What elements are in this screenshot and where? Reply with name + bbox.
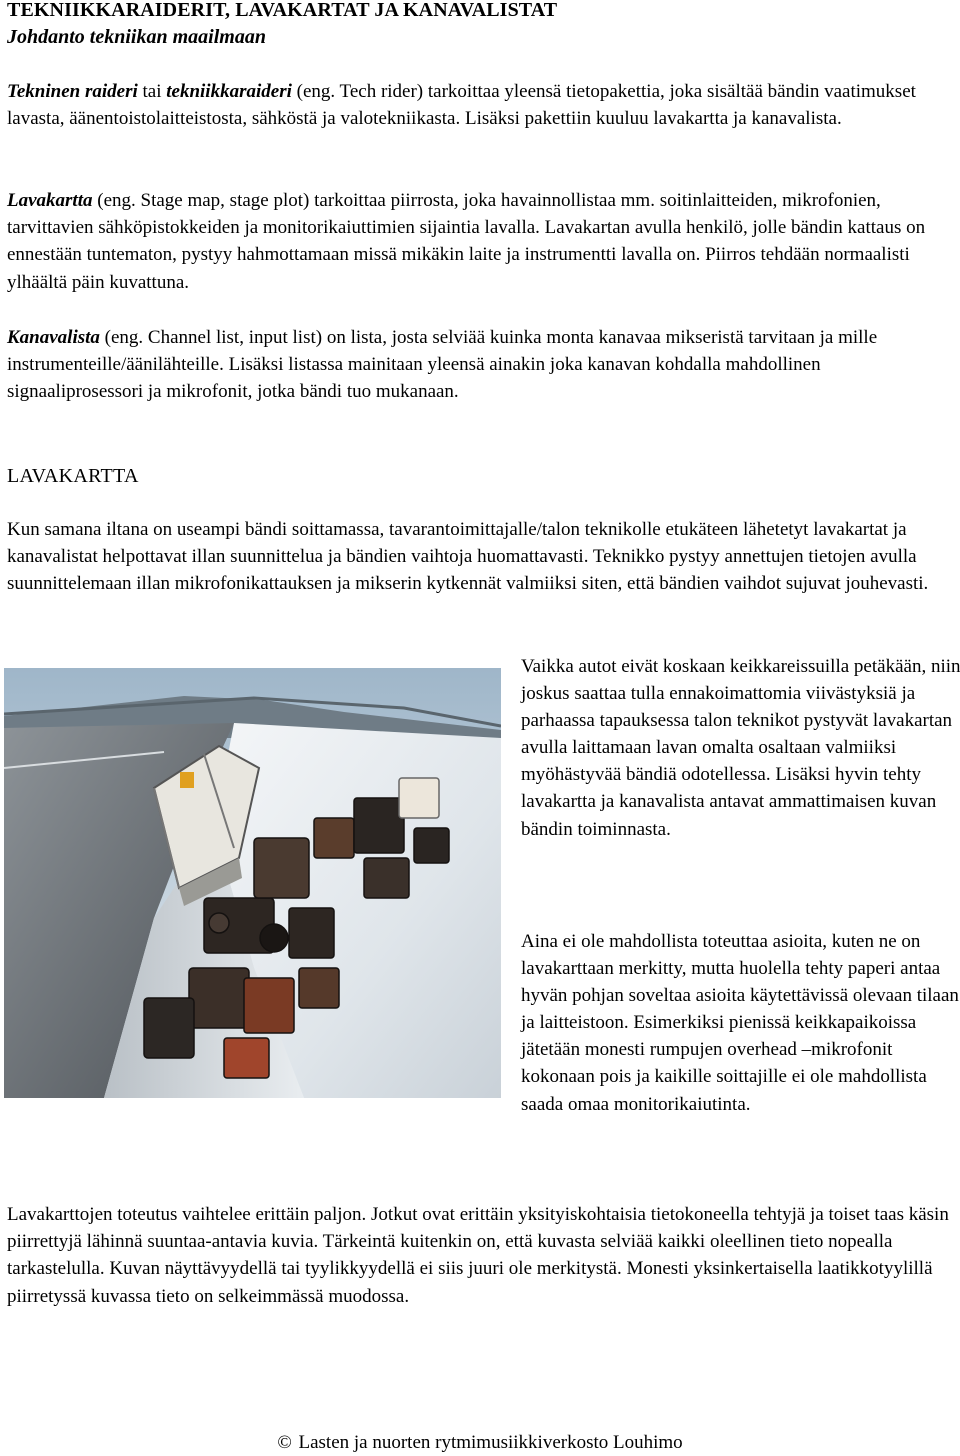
footer [0,1430,960,1456]
lavakartta-definition-text: (eng. Stage map, stage plot) tarkoittaa piirrosta, joka havainnollistaa mm. soitinlaitteiden, mikrofonien, tarvittavien sähköpistokkeiden ja monitorikaiuttimien sijaintia lavalla. Lavakartan avulla henkilö, jolle bändin kattaus on ennestään tuntematon, pystyy hahmottamaan missä mikäkin laite ja instrumentti lavalla on. Piirros tehdään normaalisti ylhäältä päin kuvattuna. [7,190,926,293]
kanavalista-definition [7,324,955,406]
side-paragraph-adaptation: Aina ei ole mahdollista toteuttaa asioita, kuten ne on lavakarttaan merkitty, mutta huolella tehty paperi antaa hyvän pohjan soveltaa asioita käytettävissä olevaan tilaan ja laitteistoon. Esimerkiksi pienissä keikkapaikoissa jätetään monesti rumpujen overhead –mikrofonit kokonaan pois ja kaikille soittajille ei ole mahdollista saada omaa monitorikaiutinta. [521,931,959,1115]
section-heading-lavakartta: LAVAKARTTA [7,465,139,487]
section-intro-paragraph: Kun samana iltana on useampi bändi soittamassa, tavarantoimittajalle/talon teknikolle etukäteen lähetetyt lavakartat ja kanavalistat helpottavat illan suunnittelua ja bändien vaihtoja huomattavasti. Teknikko pystyy annettujen tietojen avulla suunnittelemaan illan mikrofonikattauksen ja mikserin kytkennät valmiiksi siten, että bändien vaihdot sujuvat jouhevasti. [7,519,929,595]
lavakartta-definition [7,187,955,296]
footer-text: Lasten ja nuorten rytmimusiikkiverkosto Louhimo [298,1432,683,1453]
closing-paragraph: Lavakarttojen toteutus vaihtelee erittäin paljon. Jotkut ovat erittäin yksityiskohtaisia tietokoneella tehtyjä ja toiset taas käsin piirrettyjä lähinnä suuntaa-antavia kuvia. Tärkeintä kuitenkin on, että kuvasta selviää kaikki oleellinen tieto nopealla tarkastelulla. Kuvan näyttävyydellä tai tyylikkyydellä ei siis juuri ole merkitystä. Monesti yksinkertaisella laatikkotyylillä piirretyssä kuvassa tieto on selkeimmässä muodossa. [7,1204,949,1307]
term-tekninen-raideri: Tekninen raideri [7,81,138,102]
document-title: TEKNIIKKARAIDERIT, LAVAKARTAT JA KANAVALISTAT [7,0,558,21]
kanavalista-definition-text: (eng. Channel list, input list) on lista, josta selviää kuinka monta kanavaa mikseristä tarvitaan ja mille instrumenteille/äänilähteille. Lisäksi listassa mainitaan yleensä ainakin joka kanavan kohdalla mahdollinen signaaliprosessori ja mikrofonit, jotka bändi tuo mukanaan. [7,327,878,403]
copyright-icon: © [277,1432,292,1453]
term-tekniikkaraideri: tekniikkaraideri [166,81,292,102]
intro-text: (eng. Tech rider) tarkoittaa yleensä tietopakettia, joka sisältää bändin vaatimukset lavasta, äänentoistolaitteistosta, sähköstä ja valotekniikasta. Lisäksi pakettiin kuuluu lavakartta ja kanavalista. [7,81,916,130]
intro-paragraph [7,78,955,132]
roadside-equipment-photo [4,668,501,1098]
term-lavakartta: Lavakartta [7,190,93,211]
intro-connector: tai [137,81,167,102]
term-kanavalista: Kanavalista [7,327,100,348]
side-paragraph-delays: Vaikka autot eivät koskaan keikkareissuilla petäkään, niin joskus saattaa tulla ennakoimattomia viivästyksiä ja parhaassa tapauksessa talon teknikot pystyvät lavakartan avulla laittamaan lavan omalta osaltaan valmiiksi myöhästyvää bändiä odotellessa. Lisäksi hyvin tehty lavakartta ja kanavalista antavat ammattimaisen kuvan bändin toiminnasta. [521,656,960,840]
document-subtitle: Johdanto tekniikan maailmaan [7,26,266,48]
